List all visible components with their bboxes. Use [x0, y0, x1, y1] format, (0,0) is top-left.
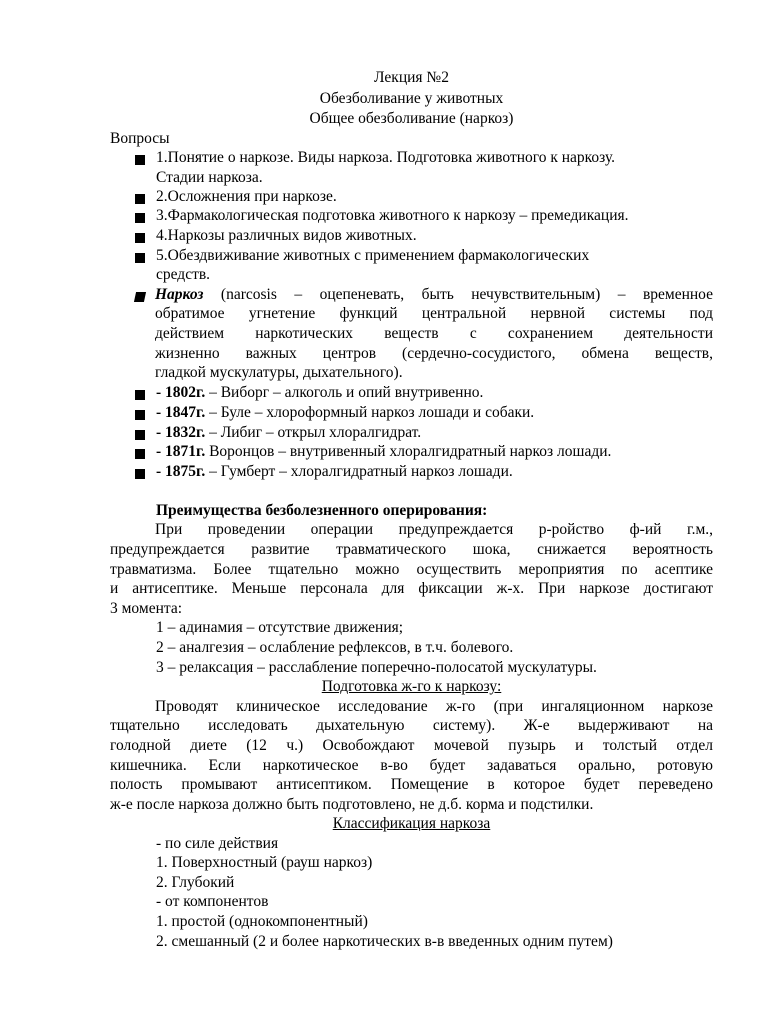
advantages-line4: и антисептике. Меньше персонала для фиксации ж-х. При наркозе достигают [110, 580, 713, 597]
advantages-line5: 3 момента: [110, 600, 183, 617]
definition-term: Наркоз [155, 286, 204, 303]
question-5-line2: средств. [156, 266, 211, 283]
question-3: 3.Фармакологическая подготовка животного к наркозу – премедикация. [156, 207, 629, 224]
bullet-icon [134, 292, 146, 302]
classification-item-1: 1. Поверхностный (рауш наркоз) [156, 854, 373, 871]
lecture-number: Лекция №2 [374, 69, 449, 86]
moment-2: 2 – аналгезия – ослабление рефлексов, в т.ч. болевого. [156, 639, 514, 656]
question-1-line1: 1.Понятие о наркозе. Виды наркоза. Подготовка животного к наркозу. [156, 149, 616, 166]
history-year: - 1832г. [156, 424, 206, 441]
question-4: 4.Наркозы различных видов животных. [156, 227, 417, 244]
history-item-5 [156, 463, 513, 481]
preparation-heading: Подготовка ж-го к наркозу: [321, 678, 502, 695]
preparation-line6: ж-е после наркоза должно быть подготовлено, не д.б. корма и подстилки. [110, 796, 594, 813]
definition-line2: обратимое угнетение функций центральной нервной системы под [155, 305, 713, 322]
moment-3: 3 – релаксация – расслабление поперечно-полосатой мускулатуры. [156, 659, 597, 676]
component-item-2: 2. смешанный (2 и более наркотических в-в введенных одним путем) [156, 933, 613, 950]
bullet-icon [135, 449, 145, 459]
questions-heading: Вопросы [110, 130, 170, 147]
bullet-icon [135, 390, 145, 400]
definition-line4: жизненно важных центров (сердечно-сосудистого, обмена веществ, [155, 345, 713, 362]
advantages-line3: травматизма. Более тщательно можно осуществить мероприятия по асептике [110, 561, 713, 578]
classification-by-strength: - по силе действия [156, 835, 279, 852]
bullet-icon [135, 410, 145, 420]
moment-1: 1 – адинамия – отсутствие движения; [156, 619, 404, 636]
bullet-icon [135, 469, 145, 479]
preparation-line4: кишечника. Если наркотическое в-во будет задаваться орально, ротовую [110, 757, 713, 774]
preparation-line1: Проводят клиническое исследование ж-го (при ингаляционном наркозе [155, 698, 713, 715]
history-year: - 1871г. [156, 443, 206, 460]
classification-by-components: - от компонентов [156, 893, 269, 910]
advantages-line1: При проведении операции предупреждается р-ройство ф-ий г.м., [155, 521, 713, 538]
history-year: - 1847г. [156, 404, 206, 421]
history-text: – Виборг – алкоголь и опий внутривенно. [209, 384, 484, 401]
classification-heading: Классификация наркоза [332, 815, 491, 832]
lecture-topic: Обезболивание у животных [319, 90, 504, 107]
classification-item-2: 2. Глубокий [156, 874, 235, 891]
bullet-icon [135, 233, 145, 243]
history-item-1 [156, 384, 483, 402]
question-2: 2.Осложнения при наркозе. [156, 188, 337, 205]
advantages-line2: предупреждается развитие травматического шока, снижается вероятность [110, 541, 713, 558]
history-year: - 1802г. [156, 384, 206, 401]
bullet-icon [135, 155, 145, 165]
history-year: - 1875г. [156, 463, 206, 480]
preparation-line2: тщательно исследовать дыхательную систему). Ж-е выдерживают на [110, 717, 713, 734]
history-text: Воронцов – внутривенный хлоралгидратный наркоз лошади. [209, 443, 612, 460]
preparation-line5: полость промывают антисептиком. Помещение в которое будет переведено [110, 776, 713, 793]
bullet-icon [135, 430, 145, 440]
bullet-icon [135, 253, 145, 263]
history-text: – Либиг – открыл хлоралгидрат. [209, 424, 422, 441]
question-5-line1: 5.Обездвиживание животных с применением фармакологических [156, 247, 590, 264]
lecture-subtopic: Общее обезболивание (наркоз) [309, 110, 514, 127]
preparation-line3: голодной диете (12 ч.) Освобождают мочевой пузырь и толстый отдел [110, 737, 713, 754]
definition-line3: действием наркотических веществ с сохранением деятельности [155, 325, 713, 342]
advantages-heading: Преимущества безболезненного оперирования: [156, 502, 488, 519]
bullet-icon [135, 194, 145, 204]
history-item-2 [156, 404, 534, 422]
history-item-4 [156, 443, 611, 461]
definition-line1 [155, 286, 713, 304]
history-item-3 [156, 424, 421, 442]
bullet-icon [135, 213, 145, 223]
question-1-line2: Стадии наркоза. [156, 169, 263, 186]
history-text: – Буле – хлороформный наркоз лошади и собаки. [209, 404, 535, 421]
definition-line1-text: (narcosis – оцепеневать, быть нечувствительным) – временное [220, 286, 713, 303]
component-item-1: 1. простой (однокомпонентный) [156, 913, 368, 930]
definition-line5: гладкой мускулатуры, дыхательного). [155, 364, 403, 381]
history-text: – Гумберт – хлоралгидратный наркоз лошади. [209, 463, 513, 480]
